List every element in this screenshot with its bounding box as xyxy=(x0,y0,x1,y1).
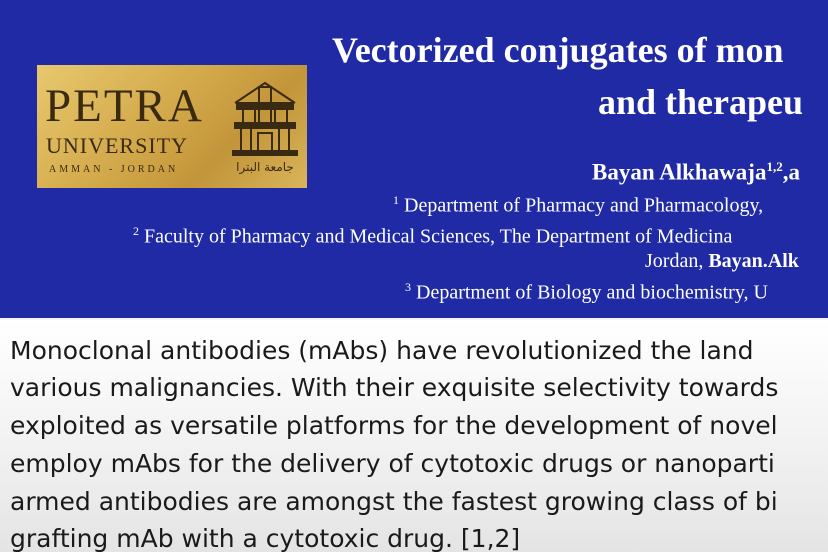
abstract-line: various malignancies. With their exquisite selectivity towards xyxy=(10,373,779,402)
affiliation-email: Bayan.Alk xyxy=(708,250,799,272)
abstract-line: employ mAbs for the delivery of cytotoxic drugs or nanoparti xyxy=(10,449,775,478)
affiliation-sup: 2 xyxy=(133,224,139,238)
treasury-emblem-icon xyxy=(229,73,301,177)
affiliation-2-continued xyxy=(645,251,799,271)
affiliation-sup: 3 xyxy=(405,280,411,294)
poster-title-line-1: Vectorized conjugates of mon xyxy=(332,30,784,70)
petra-university-logo xyxy=(37,65,307,188)
affiliation-text: Department of Pharmacy and Pharmacology, xyxy=(404,194,764,217)
affiliation-text: Department of Biology and biochemistry, U xyxy=(416,281,768,304)
affiliation-sup: 1 xyxy=(393,193,399,207)
logo-word: PETRA xyxy=(45,80,204,132)
author-line xyxy=(592,160,800,184)
author-superscript: 1,2 xyxy=(766,159,783,174)
logo-city: AMMAN - JORDAN xyxy=(49,164,179,175)
abstract-line: Monoclonal antibodies (mAbs) have revolutionized the land xyxy=(10,336,754,365)
affiliation-2 xyxy=(133,225,732,247)
abstract-section xyxy=(0,320,828,552)
logo-university: UNIVERSITY xyxy=(46,133,188,158)
affiliation-text: Jordan, xyxy=(645,250,709,272)
affiliation-text: Faculty of Pharmacy and Medical Sciences, The Department of Medicina xyxy=(144,225,733,248)
poster-title-line-2: and therapeu xyxy=(598,82,804,122)
affiliation-3 xyxy=(405,281,768,303)
author-tail: ,a xyxy=(782,159,800,185)
logo-arabic-text: جامعة البترا xyxy=(236,160,294,174)
abstract-line: armed antibodies are amongst the fastest growing class of bi xyxy=(10,487,778,516)
abstract-line: grafting mAb with a cytotoxic drug. [1,2] xyxy=(10,524,521,552)
affiliation-1 xyxy=(393,194,763,216)
author-name: Bayan Alkhawaja xyxy=(592,159,767,185)
abstract-line: exploited as versatile platforms for the development of novel xyxy=(10,411,778,440)
